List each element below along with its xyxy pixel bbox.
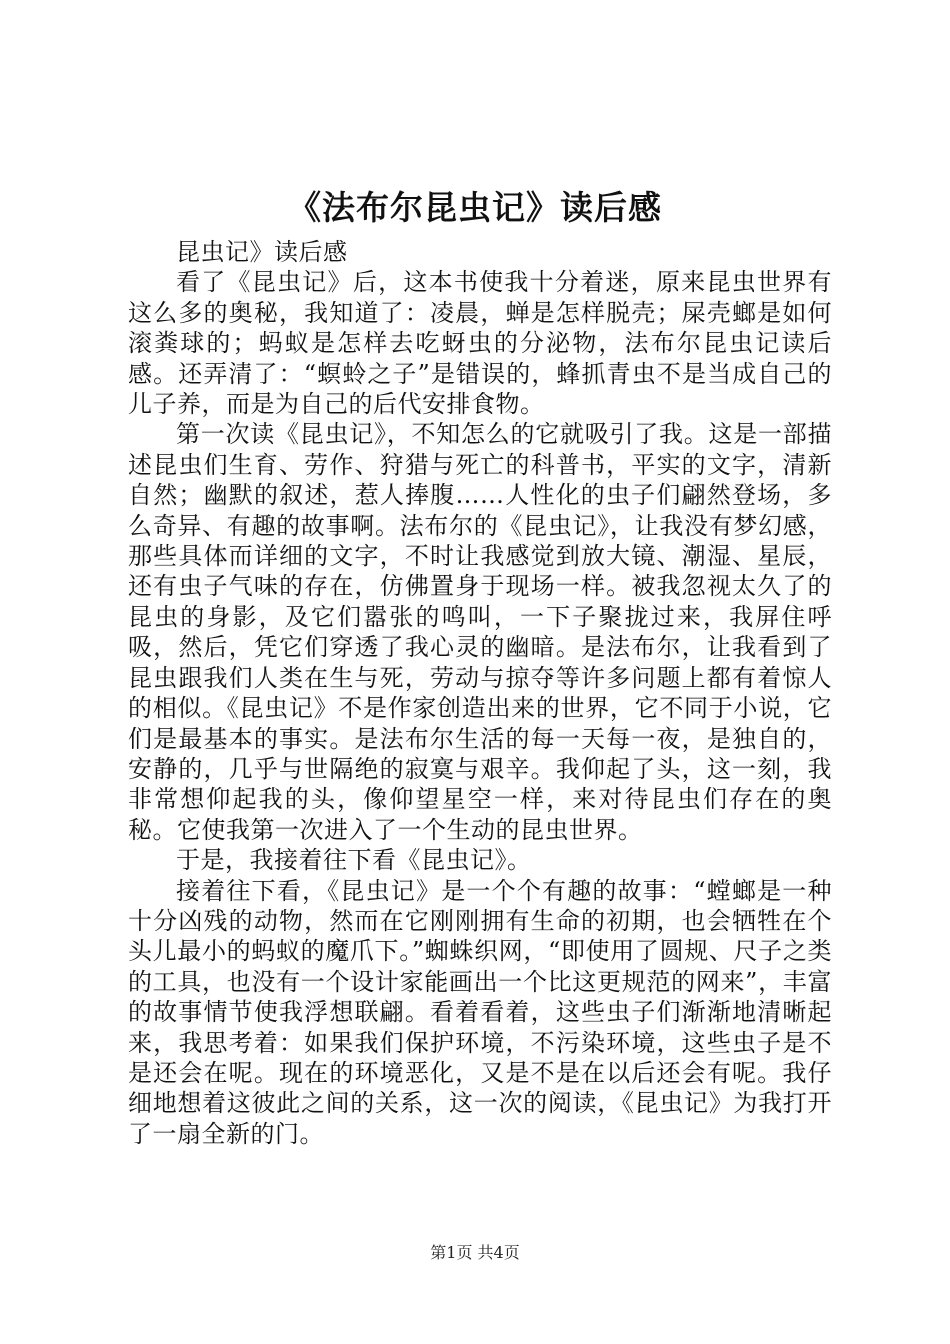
paragraph-subtitle: 昆虫记》读后感: [176, 238, 348, 266]
document-body: [128, 237, 832, 1149]
paragraph-3: 于是，我接着往下看《昆虫记》。: [176, 846, 532, 875]
paragraph-2: 第一次读《昆虫记》，不知怎么的它就吸引了我。这是一部描述昆虫们生育、劳作、狩猎与死亡的科普书，平实的文字，清新自然；幽默的叙述，惹人捧腹……人性化的虫子们翩然登场，多么奇异、有趣的故事啊。法布尔的《昆虫记》，让我没有梦幻感，那些具体而详细的文字，不时让我感觉到放大镜、潮湿、星辰，还有虫子气味的存在，仿佛置身于现场一样。被我忽视太久了的昆虫的身影，及它们嚣张的鸣叫，一下子聚拢过来，我屏住呼吸，然后，凭它们穿透了我心灵的幽暗。是法布尔，让我看到了昆虫跟我们人类在生与死，劳动与掠夺等许多问题上都有着惊人的相似。《昆虫记》不是作家创造出来的世界，它不同于小说，它们是最基本的事实。是法布尔生活的每一天每一夜，是独自的，安静的，几乎与世隔绝的寂寞与艰辛。我仰起了头，这一刻，我非常想仰起我的头，像仰望星空一样，来对待昆虫们存在的奥秘。它使我第一次进入了一个生动的昆虫世界。: [128, 420, 832, 844]
page-footer: 第1页 共4页: [430, 1243, 520, 1262]
paragraph-4: 接着往下看，《昆虫记》是一个个有趣的故事：“螳螂是一种十分凶残的动物，然而在它刚刚拥有生命的初期，也会牺牲在个头儿最小的蚂蚁的魔爪下。”蜘蛛织网，“即使用了圆规、尺子之类的工具，也没有一个设计家能画出一个比这更规范的网来”，丰富的故事情节使我浮想联翩。看着看着，这些虫子们渐渐地清晰起来，我思考着：如果我们保护环境，不污染环境，这些虫子是不是还会在呢。现在的环境恶化，又是不是在以后还会有呢。我仔细地想着这彼此之间的关系，这一次的阅读，《昆虫记》为我打开了一扇全新的门。: [128, 876, 832, 1148]
paragraph-1: 看了《昆虫记》后，这本书使我十分着迷，原来昆虫世界有这么多的奥秘，我知道了：凌晨，蝉是怎样脱壳；屎壳螂是如何滚粪球的；蚂蚁是怎样去吃蚜虫的分泌物，法布尔昆虫记读后感。还弄清了：“螟蛉之子”是错误的，蜂抓青虫不是当成自己的儿子养，而是为自己的后代安排食物。: [128, 268, 832, 419]
document-title: 《法布尔昆虫记》读后感: [288, 188, 662, 227]
